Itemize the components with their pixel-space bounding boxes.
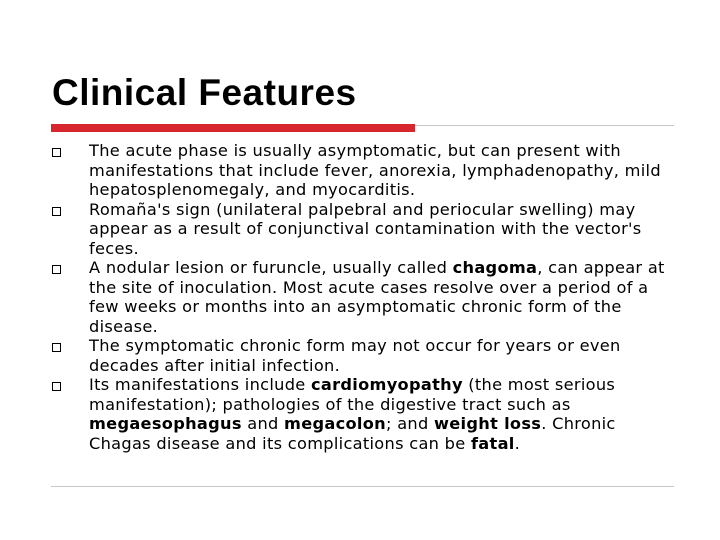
bullet-text: ; and [386,414,434,433]
hollow-square-bullet-icon [52,382,61,391]
footer-divider-line [51,486,674,487]
term-weight-loss: weight loss [434,414,542,433]
bullet-list [52,141,672,453]
slide-title: Clinical Features [52,72,357,113]
bullet-text: and [241,414,285,433]
bullet-text: The symptomatic chronic form may not occur for years or even decades after initial infection. [89,336,621,375]
bullet-text: Its manifestations include [89,375,311,394]
bullet-text: , can appear at the site of inoculation. Most acute cases resolve over a period of a few weeks or months into an asymptomatic chronic form of the disease. [89,258,665,336]
title-accent-bar [51,124,415,132]
bullet-text: A nodular lesion or furuncle, usually called [89,258,453,277]
bullet-text: . Chronic Chagas disease and its complications can be [89,414,616,453]
hollow-square-bullet-icon [52,148,61,157]
hollow-square-bullet-icon [52,343,61,352]
term-megacolon: megacolon [284,414,386,433]
bullet-text: The acute phase is usually asymptomatic, but can present with manifestations that include fever, anorexia, lymphadenopathy, mild hepatosplenomegaly, and myocarditis. [89,141,661,199]
term-cardiomyopathy: cardiomyopathy [310,375,463,394]
bullet-item-romana-sign [52,200,672,259]
bullet-item-chronic-form [52,336,672,375]
bullet-item-chagoma [52,258,672,336]
hollow-square-bullet-icon [52,207,61,216]
bullet-item-manifestations [52,375,672,453]
bullet-text: . [514,433,521,453]
hollow-square-bullet-icon [52,265,61,274]
term-chagoma: chagoma [452,258,538,277]
bullet-text: (the most serious manifestation); pathologies of the digestive tract such as [89,375,616,414]
bullet-item-acute-phase [52,141,672,200]
title-divider-line [415,125,674,126]
term-fatal: fatal [470,433,515,453]
term-megaesophagus: megaesophagus [89,414,242,433]
bullet-text: Romaña's sign (unilateral palpebral and periocular swelling) may appear as a result of conjunctival contamination with the vector's feces. [89,199,642,258]
